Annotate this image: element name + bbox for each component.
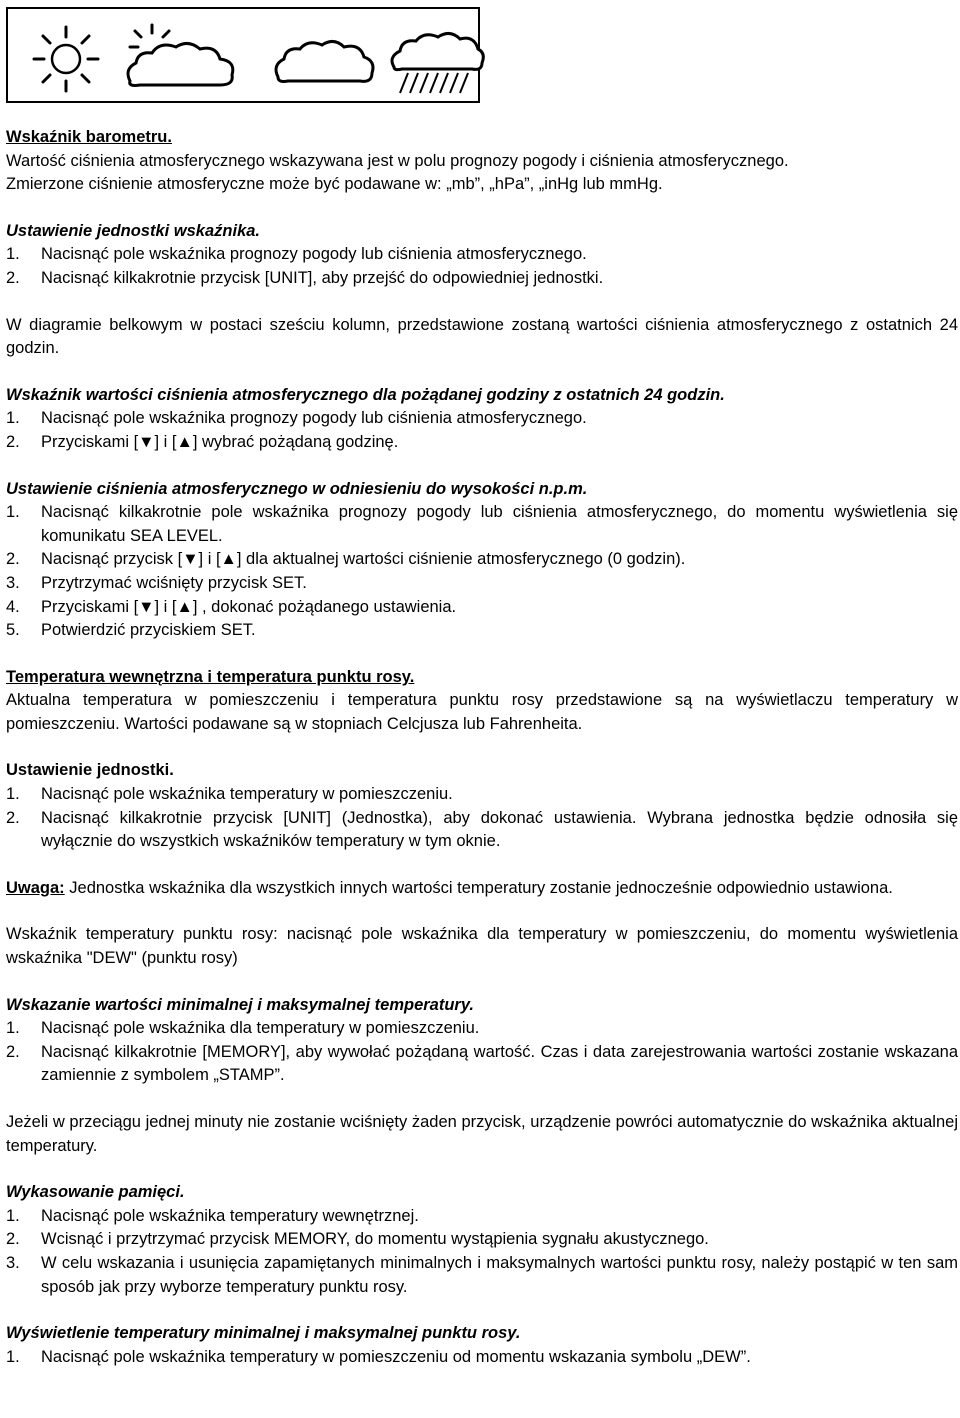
step-number: 3. (6, 1253, 20, 1272)
section-heading: Wskaźnik wartości ciśnienia atmosferycznego dla pożądanej godziny z ostatnich 24 godzin. (6, 385, 725, 404)
section-heading: Ustawienie ciśnienia atmosferycznego w odniesieniu do wysokości n.p.m. (6, 479, 588, 498)
paragraph (6, 314, 958, 361)
paragraph-text: Wartość ciśnienia atmosferycznego wskazywana jest w polu prognozy pogody i ciśnienia atmosferycznego. (6, 151, 789, 170)
step-number: 1. (6, 409, 20, 428)
step-text: Nacisnąć kilkakrotnie przycisk [UNIT] (Jednostka), aby dokonać ustawienia. Wybrana jednostka będzie odnosiła się wyłącznie do wszystkich wskaźników temperatury w tym oknie. (41, 808, 958, 851)
section-heading: Wskaźnik barometru. (6, 128, 172, 146)
step-item (6, 243, 958, 267)
section-heading: Wskazanie wartości minimalnej i maksymalnej temperatury. (6, 995, 474, 1014)
paragraph-text: Wskaźnik temperatury punktu rosy: nacisnąć pole wskaźnika dla temperatury w pomieszczeniu, do momentu wyświetlenia wskaźnika "DEW" (punktu rosy) (6, 925, 958, 968)
section (6, 384, 958, 455)
step-number: 1. (6, 1347, 20, 1366)
paragraph (6, 173, 958, 197)
section-heading: Ustawienie jednostki wskaźnika. (6, 221, 261, 240)
section (6, 478, 958, 643)
note-label: Uwaga: (6, 878, 65, 897)
step-text: Nacisnąć kilkakrotnie pole wskaźnika prognozy pogody lub ciśnienia atmosferycznego, do momentu wyświetlenia się komunikatu SEA LEVEL. (41, 503, 958, 545)
section (6, 1181, 958, 1299)
step-item (6, 1346, 958, 1370)
step-number: 2. (6, 550, 20, 569)
step-text: Nacisnąć pole wskaźnika prognozy pogody lub ciśnienia atmosferycznego. (41, 409, 587, 428)
rain-icon (386, 19, 486, 99)
step-item (6, 596, 958, 620)
section (6, 1322, 958, 1369)
step-text: Nacisnąć kilkakrotnie przycisk [UNIT], aby przejść do odpowiedniej jednostki. (41, 268, 604, 287)
section (6, 994, 958, 1088)
steps-list (6, 783, 958, 854)
step-text: Nacisnąć pole wskaźnika dla temperatury w pomieszczeniu. (41, 1019, 480, 1038)
section-heading: Temperatura wewnętrzna i temperatura punktu rosy. (6, 667, 415, 686)
step-number: 2. (6, 808, 20, 827)
step-text: W celu wskazania i usunięcia zapamiętanych minimalnych i maksymalnych wartości punktu rosy, należy postąpić w ten sam sposób jak przy wyborze temperatury punktu rosy. (41, 1253, 958, 1296)
section (6, 923, 958, 970)
step-number: 1. (6, 503, 20, 522)
step-item (6, 267, 958, 291)
step-item (6, 1017, 958, 1041)
section (6, 759, 958, 853)
section-heading: Wykasowanie pamięci. (6, 1183, 185, 1202)
step-item (6, 619, 958, 643)
paragraph-text: W diagramie belkowym w postaci sześciu kolumn, przedstawione zostaną wartości ciśnienia atmosferycznego z ostatnich 24 godzin. (6, 315, 958, 358)
paragraph (6, 877, 958, 901)
step-item (6, 1041, 958, 1088)
step-item (6, 431, 958, 455)
section (6, 220, 958, 291)
step-item (6, 1228, 958, 1252)
step-number: 2. (6, 1230, 20, 1249)
cloudy-icon (270, 19, 380, 99)
steps-list (6, 407, 958, 454)
step-item (6, 572, 958, 596)
partly-cloudy-icon (120, 19, 250, 99)
step-text: Nacisnąć pole wskaźnika prognozy pogody lub ciśnienia atmosferycznego. (41, 245, 587, 264)
step-item (6, 407, 958, 431)
step-text: Nacisnąć pole wskaźnika temperatury w pomieszczeniu. (41, 785, 453, 804)
paragraph (6, 1111, 958, 1158)
step-text: Nacisnąć pole wskaźnika temperatury wewnętrznej. (41, 1206, 419, 1225)
section-heading: Ustawienie jednostki. (6, 761, 174, 780)
steps-list (6, 243, 958, 290)
paragraph-text: Jednostka wskaźnika dla wszystkich innych wartości temperatury zostanie jednocześnie odpowiednio ustawiona. (64, 878, 893, 897)
manual-text (6, 126, 958, 1392)
steps-list (6, 1205, 958, 1299)
step-number: 1. (6, 1206, 20, 1225)
step-number: 1. (6, 245, 20, 264)
section-heading: Wyświetlenie temperatury minimalnej i maksymalnej punktu rosy. (6, 1324, 521, 1343)
step-text: Wcisnąć i przytrzymać przycisk MEMORY, do momentu wystąpienia sygnału akustycznego. (41, 1230, 709, 1249)
section (6, 1111, 958, 1158)
step-number: 1. (6, 1019, 20, 1038)
step-text: Nacisnąć pole wskaźnika temperatury w pomieszczeniu od momentu wskazania symbolu „DEW”. (41, 1347, 751, 1366)
step-item (6, 783, 958, 807)
paragraph (6, 689, 958, 736)
paragraph-text: Aktualna temperatura w pomieszczeniu i temperatura punktu rosy przedstawione są na wyświetlaczu temperatury w pomieszczeniu. Wartości podawane są w stopniach Celcjusza lub Fahrenheita. (6, 691, 958, 733)
step-item (6, 548, 958, 572)
step-number: 2. (6, 432, 20, 451)
step-item (6, 807, 958, 854)
step-item (6, 1252, 958, 1299)
step-item (6, 1205, 958, 1229)
paragraph-text: Jeżeli w przeciągu jednej minuty nie zostanie wciśnięty żaden przycisk, urządzenie powróci automatycznie do wskaźnika aktualnej temperatury. (6, 1113, 958, 1155)
step-number: 3. (6, 573, 20, 592)
steps-list (6, 1017, 958, 1088)
step-text: Przytrzymać wciśnięty przycisk SET. (41, 573, 307, 592)
paragraph (6, 150, 958, 174)
steps-list (6, 501, 958, 643)
paragraph-text: Zmierzone ciśnienie atmosferyczne może być podawane w: „mb”, „hPa”, „inHg lub mmHg. (6, 175, 663, 194)
step-item (6, 501, 958, 548)
step-number: 5. (6, 621, 20, 640)
section (6, 314, 958, 361)
step-text: Przyciskami [▼] i [▲] , dokonać pożądanego ustawienia. (41, 597, 457, 616)
weather-icons-strip (6, 7, 480, 103)
section (6, 666, 958, 737)
step-text: Potwierdzić przyciskiem SET. (41, 621, 256, 640)
sun-icon (26, 19, 106, 99)
section (6, 126, 958, 197)
section (6, 877, 958, 901)
step-number: 2. (6, 268, 20, 287)
step-text: Nacisnąć kilkakrotnie [MEMORY], aby wywołać pożądaną wartość. Czas i data zarejestrowania wartości zostanie wskazana zamiennie z symbolem „STAMP”. (41, 1042, 958, 1085)
step-text: Nacisnąć przycisk [▼] i [▲] dla aktualnej wartości ciśnienie atmosferycznego (0 godzin). (41, 550, 686, 569)
step-number: 1. (6, 785, 20, 804)
paragraph (6, 923, 958, 970)
step-text: Przyciskami [▼] i [▲] wybrać pożądaną godzinę. (41, 432, 399, 451)
step-number: 2. (6, 1042, 20, 1061)
step-number: 4. (6, 597, 20, 616)
steps-list (6, 1346, 958, 1370)
